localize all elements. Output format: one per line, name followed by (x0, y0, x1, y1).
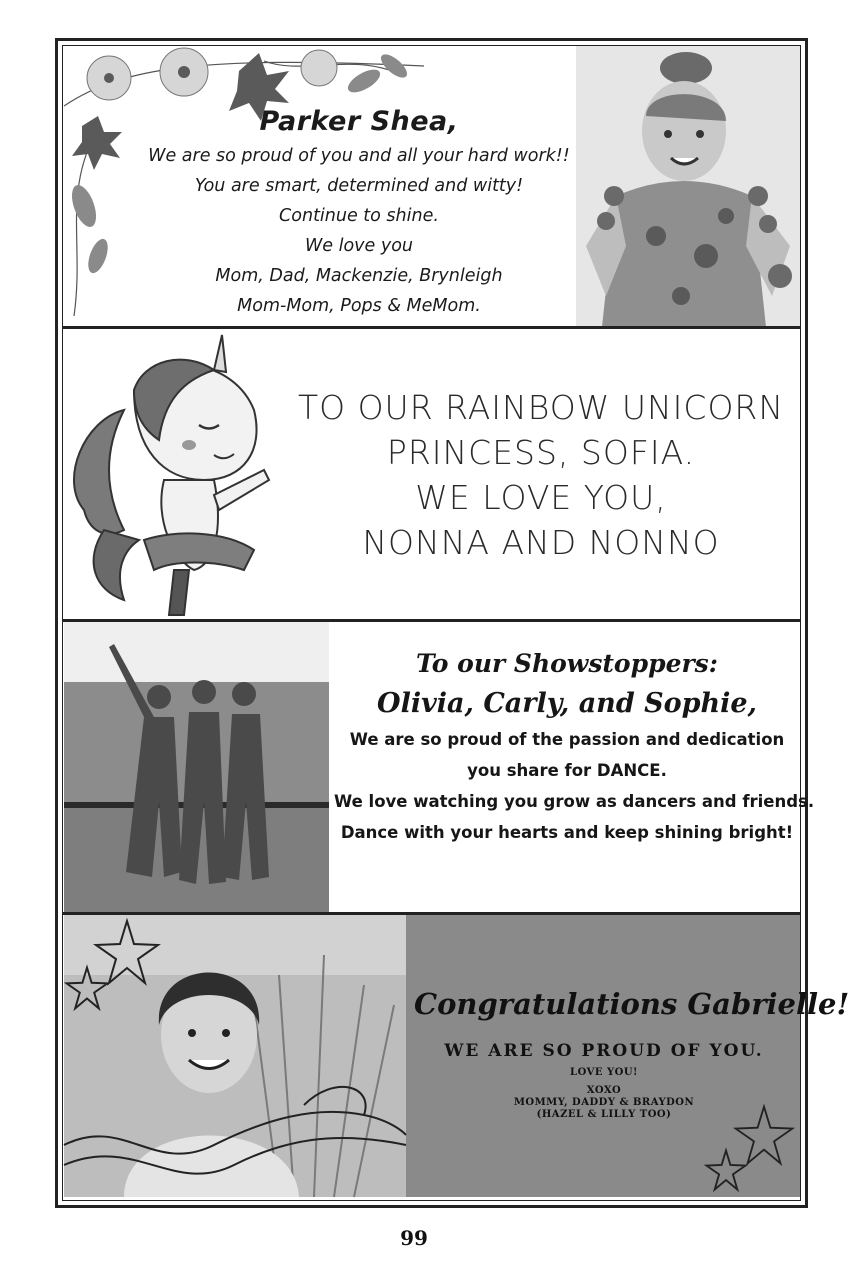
heading-showstoppers: To our Showstoppers: (416, 649, 718, 678)
dancer-photo-parker (576, 46, 800, 327)
love-line: LOVE YOU! (570, 1067, 638, 1078)
page-number: 99 (400, 1226, 428, 1250)
ad-parker-shea (64, 46, 800, 327)
starfish-icon (704, 1148, 748, 1192)
message-line: you share for DANCE. (467, 761, 667, 780)
message-line: We are so proud of you and all your hard work!! (148, 146, 570, 166)
panel-divider (63, 326, 801, 329)
message-parker (144, 106, 574, 321)
proud-line: WE ARE SO PROUD OF YOU. (444, 1041, 764, 1061)
xoxo-line: XOXO (586, 1085, 622, 1096)
message-line: Dance with your hearts and keep shining bright! (340, 823, 794, 842)
heading-dancer-names: Olivia, Carly, and Sophie, (377, 688, 757, 719)
message-line: You are smart, determined and witty! (194, 176, 524, 196)
message-line: Mom, Dad, Mackenzie, Brynleigh (215, 266, 503, 286)
unicorn-illustration (64, 330, 279, 619)
ad-gabrielle (64, 915, 849, 1197)
ad-showstoppers (64, 622, 815, 912)
pets-line: (HAZEL & LILLY TOO) (536, 1109, 672, 1120)
message-line: Mom-Mom, Pops & MeMom. (237, 296, 481, 316)
message-line: TO OUR RAINBOW UNICORN (297, 388, 785, 427)
starfish-icon (64, 965, 110, 1011)
family-line: MOMMY, DADDY & BRAYDON (513, 1097, 695, 1108)
recipient-name: Parker Shea, (259, 106, 459, 137)
message-line: WE LOVE YOU, (415, 478, 667, 517)
message-line: We love you (304, 236, 414, 256)
message-line: NONNA AND NONNO (362, 523, 720, 562)
congrats-heading: Congratulations Gabrielle! (414, 987, 849, 1021)
message-gabrielle (414, 987, 849, 1121)
message-line: PRINCESS, SOFIA. (386, 433, 696, 472)
message-line: We are so proud of the passion and dedication (349, 730, 785, 749)
message-showstoppers (334, 644, 815, 848)
message-line: Continue to shine. (279, 206, 439, 226)
message-sofia (276, 385, 806, 565)
message-line: We love watching you grow as dancers and friends. (334, 792, 815, 811)
ad-sofia (64, 330, 800, 619)
dancers-trio-photo (64, 622, 329, 912)
